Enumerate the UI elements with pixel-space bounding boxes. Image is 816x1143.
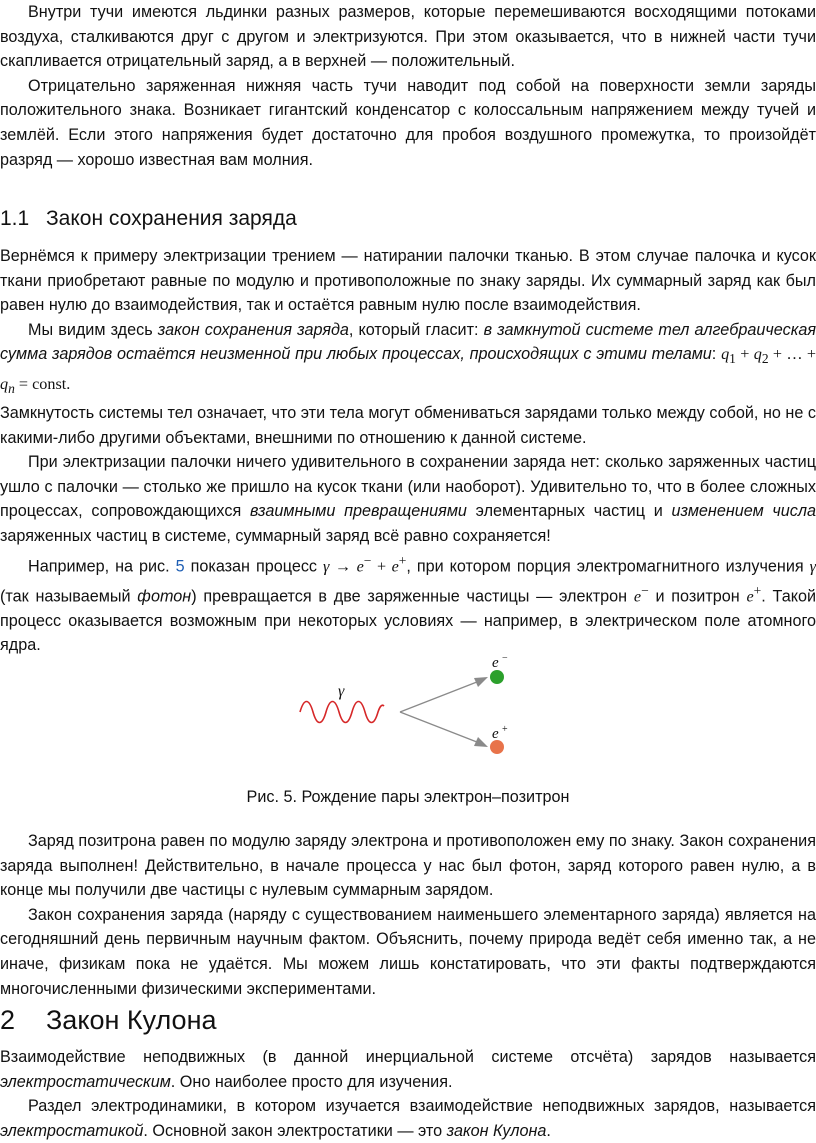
paragraph-positron-charge: Заряд позитрона равен по модулю заряду электрона и противоположен ему по знаку. Закон сохранения заряда выполнен! Действительно, в начале процесса у нас был фотон, заряд которого равен нулю, а в конце мы получили две частицы с нулевым суммарным зарядом. — [0, 832, 816, 900]
positron-dot — [490, 740, 504, 754]
section-heading-charge-conservation — [0, 205, 816, 233]
electron-sign: − — [502, 653, 508, 664]
positron-arrowhead — [474, 737, 488, 747]
gamma-label: γ — [338, 683, 345, 700]
paragraph-transformations: При электризации палочки ничего удивительного в сохранении заряда нет: сколько заряженных частиц ушло с палочки — столько же пришло на кусок ткани (или наоборот). Удивительно то, что в более сложных процессах, сопровождающихся взаимными превращениями элементарных частиц и изменением числа заряженных частиц в системе, суммарный заряд всё равно сохраняется! — [0, 453, 816, 545]
section-number: 1.1 — [0, 207, 30, 230]
pair-production-diagram — [0, 650, 816, 770]
positron-sign: + — [502, 724, 508, 735]
photon-wave — [300, 702, 384, 723]
law-definition: в замкнутой системе тел алгебраическая сумма зарядов остаётся неизменной при любых процессах, происходящих с этими телами — [0, 320, 816, 364]
paragraph-electrostatic: Взаимодействие неподвижных (в данной инерциальной системе отсчёта) зарядов называется электростатическим. Оно наиболее просто для изучения. — [0, 1048, 816, 1091]
electron-dot — [490, 670, 504, 684]
positron-track — [400, 712, 482, 744]
formula-charge-sum: $q_1 + q_2$ + … + $q_n$ = const. — [0, 345, 816, 397]
figure-caption: Рис. 5. Рождение пары электрон–позитрон — [246, 788, 570, 806]
paragraph-lightning: Отрицательно заряженная нижняя часть тучи наводит под собой на поверхности земли заряды положительного знака. Возникает гигантский конденсатор с колоссальным напряжением между тучей и землёй. Если этого напряжения будет достаточно для пробоя воздушного промежутка, то произойдёт разряд — хорошо известная вам молния. — [0, 76, 816, 169]
electron-label: e — [492, 655, 499, 671]
section-heading-coulomb-law — [0, 1003, 816, 1037]
paragraph-law-statement: Мы видим здесь закон сохранения заряда, который гласит: в замкнутой системе тел алгебраическая сумма зарядов остаётся неизменной при любых процессах, происходящих с этими телами: $q_1 + q_2$ + … + $q_n$ = const. — [0, 320, 816, 397]
electron-arrowhead — [474, 677, 488, 687]
paragraph-electrostatics: Раздел электродинамики, в котором изучается взаимодействие неподвижных зарядов, называется электростатикой. Основной закон электростатики — это закон Кулона. — [0, 1097, 816, 1140]
paragraph-pair-production: Например, на рис. 5 показан процесс γ → e− + e+, при котором порция электромагнитного излучения γ (так называемый фотон) превращается в две заряженные частицы — электрон e− и позитрон e+. Такой процесс оказывается возможным при некоторых условиях — например, в электрическом поле атомного ядра. — [0, 552, 816, 655]
section-number: 2 — [0, 1005, 16, 1035]
paragraph-friction: Вернёмся к примеру электризации трением — натирании палочки тканью. В этом случае палочка и кусок ткани приобретают равные по модулю и противоположные по знаку заряды. Их суммарный заряд как был равен нулю до взаимодействия, так и остаётся равным нулю после взаимодействия. — [0, 247, 816, 315]
positron-label: e — [492, 726, 499, 742]
figure-reference-link[interactable]: 5 — [175, 556, 185, 575]
paragraph-cloud-charges: Внутри тучи имеются льдинки разных размеров, которые перемешиваются восходящими потоками воздуха, сталкиваются друг с другом и электризуются. При этом оказывается, что в нижней части тучи скапливается отрицательный заряд, а в верхней — положительный. — [0, 3, 816, 71]
electron-track — [400, 680, 482, 712]
section-title: Закон сохранения заряда — [46, 207, 297, 230]
term-charge-conservation: закон сохранения заряда — [157, 320, 349, 339]
paragraph-fundamental-fact: Закон сохранения заряда (наряду с существованием наименьшего элементарного заряда) является на сегодняшний день первичным научным фактом. Объяснить, почему природа ведёт себя именно так, а не иначе, физикам пока не удаётся. Мы можем лишь констатировать, что эти факты подтверждаются многочисленными физическими экспериментами. — [0, 905, 816, 998]
pair-production-figure — [0, 650, 816, 786]
paragraph-closed-system: Замкнутость системы тел означает, что эти тела могут обмениваться зарядами только между собой, но не с какими-либо другими объектами, внешними по отношению к данной системе. — [0, 404, 816, 447]
section-title: Закон Кулона — [46, 1005, 217, 1035]
